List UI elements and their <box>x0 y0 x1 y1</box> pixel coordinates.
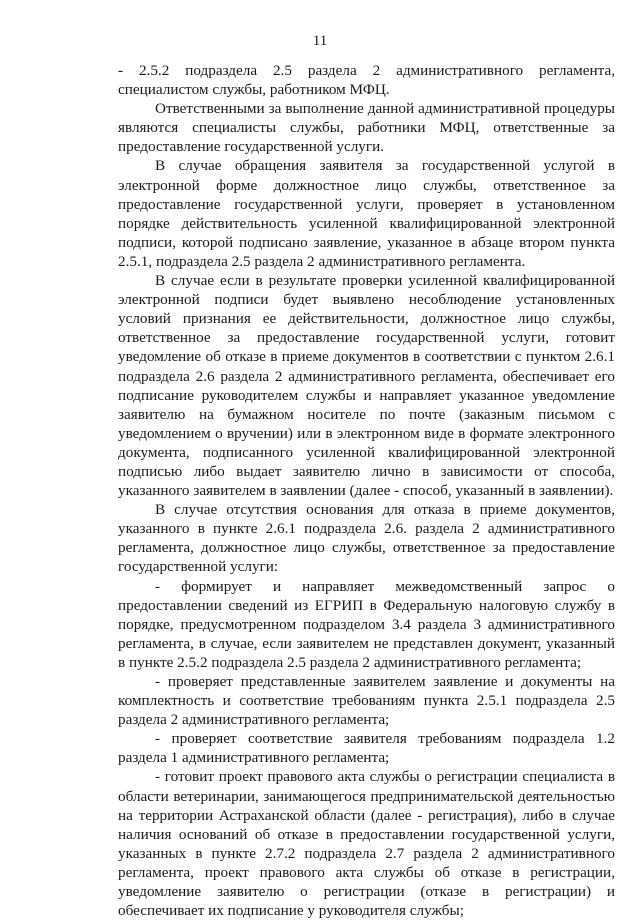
list-item: - проверяет представленные заявителем заявление и документы на комплектность и соответствие требованиям пункта 2.5.1 подраздела 2.5 раздела 2 административного регламента; <box>118 673 615 729</box>
list-item: - готовит проект правового акта службы о регистрации специалиста в области ветеринарии, занимающегося предпринимательской деятельностью на территории Астраханской области (далее - регистрация), либо в случае наличия оснований об отказе в предоставлении государственной услуги, указанных в пункте 2.7.2 подраздела 2.7 раздела 2 административного регламента, проект правового акта службы об отказе в регистрации, уведомление заявителю о регистрации (отказе в регистрации) и обеспечивает их подписание у руководителя службы; <box>118 768 615 920</box>
document-body <box>118 61 615 920</box>
paragraph: В случае если в результате проверки усиленной квалифицированной электронной подписи будет выявлено несоблюдение установленных условий признания ее действительности, должностное лицо службы, ответственное за предоставление государственной услуги, готовит уведомление об отказе в приеме документов в соответствии с пунктом 2.6.1 подраздела 2.6 раздела 2 административного регламента, обеспечивает его подписание руководителем службы и направляет указанное уведомление заявителю на бумажном носителе по почте (заказным письмом с уведомлением о вручении) или в электронном виде в формате электронного документа, подписанного усиленной квалифицированной электронной подписью либо выдает заявителю лично в зависимости от способа, указанного заявителем в заявлении (далее - способ, указанный в заявлении). <box>118 272 615 500</box>
list-item: - проверяет соответствие заявителя требованиям подраздела 1.2 раздела 1 административного регламента; <box>118 730 615 767</box>
paragraph: В случае обращения заявителя за государственной услугой в электронной форме должностное лицо службы, ответственное за предоставление государственной услуги, проверяет в установленном порядке действительность усиленной квалифицированной электронной подписи, которой подписано заявление, указанное в абзаце втором пункта 2.5.1, подраздела 2.5 раздела 2 административного регламента. <box>118 157 615 270</box>
paragraph: Ответственными за выполнение данной административной процедуры являются специалисты службы, работники МФЦ, ответственные за предоставление государственной услуги. <box>118 100 615 156</box>
page-number: 11 <box>312 33 328 49</box>
paragraph: - 2.5.2 подраздела 2.5 раздела 2 административного регламента, специалистом службы, работником МФЦ. <box>118 62 615 99</box>
list-item: - формирует и направляет межведомственный запрос о предоставлении сведений из ЕГРИП в Федеральную налоговую службу в порядке, предусмотренном подразделом 3.4 раздела 3 административного регламента, в случае, если заявителем не представлен документ, указанный в пункте 2.5.2 подраздела 2.5 раздела 2 административного регламента; <box>118 577 615 671</box>
paragraph: В случае отсутствия основания для отказа в приеме документов, указанного в пункте 2.6.1 подраздела 2.6. раздела 2 административного регламента, должностное лицо службы, ответственное за предоставление государственной услуги: <box>118 501 615 576</box>
